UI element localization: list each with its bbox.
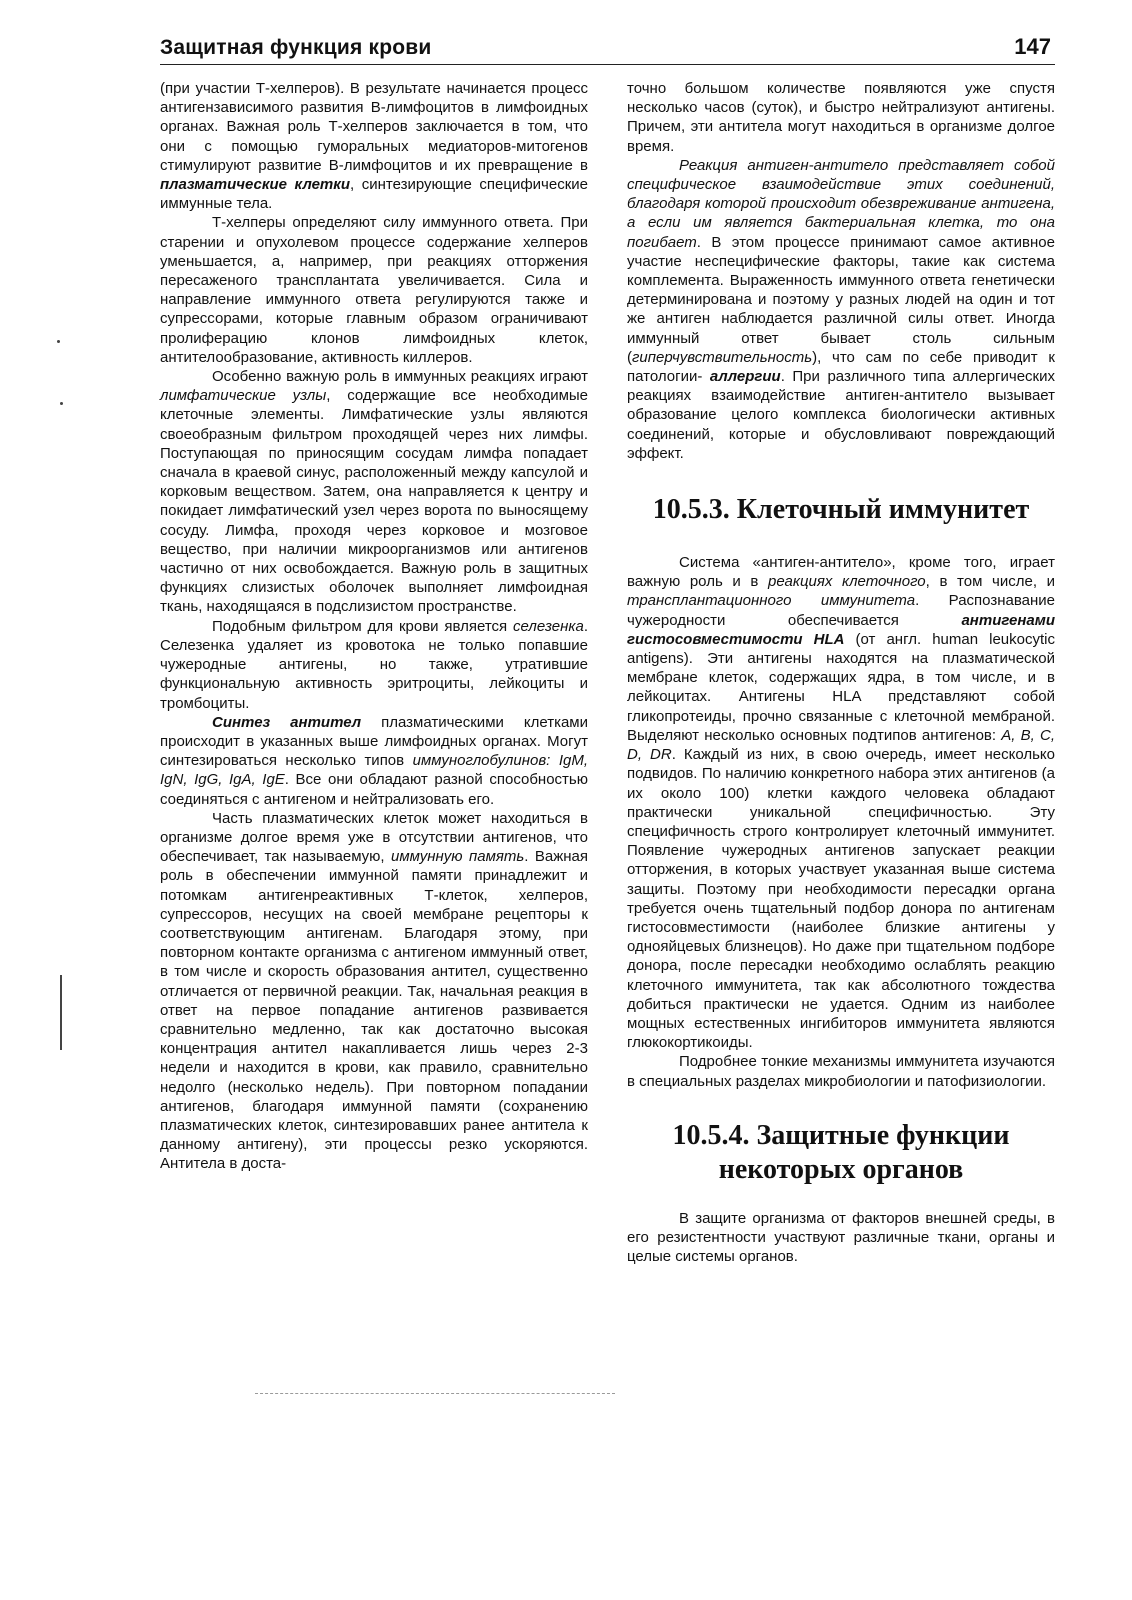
page-number: 147 [1014,34,1051,59]
emphasis-term: Реакция антиген-антитело представляет собой специфическое взаимодействие этих соединений, благодаря которой происходит обезвреживание антигена, а если им является бактериальная клетка, то она погибает [627,156,1055,251]
paragraph [160,617,588,713]
emphasis-term: трансплантационного иммунитета [627,592,916,610]
text-run: Система «антиген-антитело», кроме того, играет важную роль и в [627,554,1055,591]
emphasis-term: селезенка [513,617,584,635]
text-run: ), что сам по себе приводит к патологии- [627,348,1055,386]
heading-line: 10.5.4. Защитные функции [672,1119,1010,1151]
text-run: . Важная роль в обеспечении иммунной памяти принадлежит и потомкам антигенреактивных Т-клеток, хелперов, супрессоров, несущих на своей мембране рецепторы к соответствующим антигенам. Благодаря этому, при повторном контакте организма с антигеном иммунный ответ, в том числе и скорость образования антител, существенно отличается от первичной реакции. Так, начальная реакция в ответ на первое попадание антигенов развивается сравнительно медленно, так как достаточно высокая концентрация антител накапливается лишь через 2-3 недели и находится в крови, как правило, сравнительно недолго (несколько недель). При повторном попадании антигенов, благодаря иммунной памяти (сохранению плазматических клеток, синтезировавших ранее антитела к данному антигену), эти процессы резко ускоряются. Антитела в доста- [160,848,588,1173]
margin-mark [57,340,60,343]
text-run: . Каждый из них, в свою очередь, имеет несколько подвидов. По наличию конкретного набора этих антигенов (а их около 100) клетки каждого человека обладают практически уникальной специфичностью. Эту специфичность строго контролирует клеточный иммунитет. Появление чужеродных антигенов запускает реакции отторжения, в которых участвует указанная выше система защиты. Поэтому при необходимости пересадки органа требуется очень тщательный подбор донора по антигенам гистосовместимости (наиболее близкие антигены у однояйцевых близнецов). Но даже при тщательном подборе донора, после пересадки необходимо ослаблять реакцию клеточного иммунитета, так как абсолютного тождества добиться практически не удается. Одним из наиболее мощных естественных ингибиторов иммунитета являются глюкокортикоиды. [627,746,1055,1052]
paragraph [160,367,588,617]
paragraph: В защите организма от факторов внешней среды, в его резистентности участвуют различные ткани, органы и целые системы органов. [627,1209,1055,1266]
text-run: плазматическими клетками происходит в указанных выше лимфоидных органах. Могут синтезироваться несколько типов [160,713,588,770]
emphasis-term: гиперчувствительность [632,348,813,366]
text-run: , в том числе, и [925,573,1056,591]
paragraph [160,713,588,809]
emphasis-term: реакциях клеточного [768,573,926,591]
text-run: . Все они обладают разной способностью соединяться с антигеном и нейтрализовать его. [160,771,588,808]
paragraph [627,156,1055,463]
paragraph: Подробнее тонкие механизмы иммунитета изучаются в специальных разделах микробиологии и патофизиологии. [627,1053,1055,1090]
left-column [160,79,588,1174]
paragraph: точно большом количестве появляются уже спустя несколько часов (суток), и быстро нейтрализуют антигены. Причем, эти антитела могут находиться в организме долгое время. [627,80,1055,155]
text-run: Подобным фильтром для крови является [212,617,514,635]
paragraph [160,79,588,213]
right-column [627,79,1055,1266]
text-run: , синтезирующие специфические иммунные тела. [160,176,588,213]
text-run: (от англ. human leukocytic antigens). Эти антигены находятся на плазматической мембране клеток, содержащих ядра, в том числе, и в лейкоцитах. Антигены HLA представляют собой гликопротеиды, прочно связанные с клеточной мембраной. Выделяют несколько основных подтипов антигенов: [627,630,1055,744]
emphasis-term: антигенами гистосовместимости HLA [627,611,1055,648]
emphasis-term: A, B, C, D, DR [627,726,1055,764]
text-run: . При различного типа аллергических реакциях взаимодействие антиген-антитело вызывает образование целого комплекса биологически активных соединений, которые и обусловливают повреждающий эффект. [627,368,1055,462]
emphasis-term: иммуноглобулинов: IgM, IgN, IgG, IgA, IgE [160,752,588,789]
margin-mark [60,975,62,1050]
section-heading-10-5-4 [627,1119,1055,1187]
paragraph: Т-хелперы определяют силу иммунного ответа. При старении и опухолевом процессе содержание хелперов уменьшается, а, например, при реакциях отторжения пересаженого трансплантата увеличивается. Сила и направление иммунного ответа регулируются также и супрессорами, которые главным образом ограничивают пролиферацию клонов лимфоидных клеток, антителообразование, активность киллеров. [160,214,588,366]
header-title: Защитная функция крови [160,36,432,59]
text-run: . Селезенка удаляет из кровотока не только попавшие чужеродные антигены, но также, утратившие функциональную активность эритроциты, лейкоциты и тромбоциты. [160,617,588,712]
emphasis-term: аллергии [709,368,781,386]
emphasis-term: лимфатические узлы [160,387,327,405]
text-run: (при участии Т-хелперов). В результате начинается процесс антигензависимого развития В-лимфоцитов в лимфоидных органах. Важная роль Т-хелперов заключается в том, что они с помощью гуморальных медиаторов-митогенов стимулируют развитие В-лимфоцитов и их превращение в [160,80,588,174]
text-run: . В этом процессе принимают самое активное участие неспецифические факторы, такие как система комплемента. Выраженность иммунного ответа генетически детерминирована и поэтому у разных людей на один и тот же антиген наблюдается различной силы ответ. Иногда иммунный ответ бывает столь сильным ( [627,233,1055,366]
margin-mark [60,402,63,405]
emphasis-term: Синтез антител [212,713,362,731]
text-run: Часть плазматических клеток может находиться в организме долгое время уже в отсутствии антигенов, что обеспечивает, так называемую, [160,809,588,866]
text-run: . Распознавание чужеродности обеспечивается [627,592,1055,629]
emphasis-term: плазматические клетки [160,176,351,194]
paragraph [160,809,588,1174]
text-run: Особенно важную роль в иммунных реакциях играют [212,368,588,386]
running-header [160,34,1055,65]
section-heading-10-5-3: 10.5.3. Клеточный иммунитет [652,494,1030,526]
emphasis-term: иммунную память [391,848,525,866]
text-run: , содержащие все необходимые клеточные элементы. Лимфатические узлы являются своеобразным фильтром проходящей через них лимфы. Поступающая по приносящим сосудам лимфа попадает сначала в краевой синус, расположенный между капсулой и корковым веществом. Затем, она направляется к центру и покидает лимфатический узел через ворота по выносящему сосуду. Лимфа, проходя через корковое и мозговое вещество, при наличии микроорганизмов или антигенов частично от них освобождается. Важную роль в защитных функциях слизистых оболочек выполняет лимфоидная ткань, находящаяся в подслизистом пространстве. [160,387,589,616]
scan-artifact-line [255,1393,615,1394]
heading-line: некоторых органов [718,1153,964,1185]
paragraph [627,553,1055,1052]
